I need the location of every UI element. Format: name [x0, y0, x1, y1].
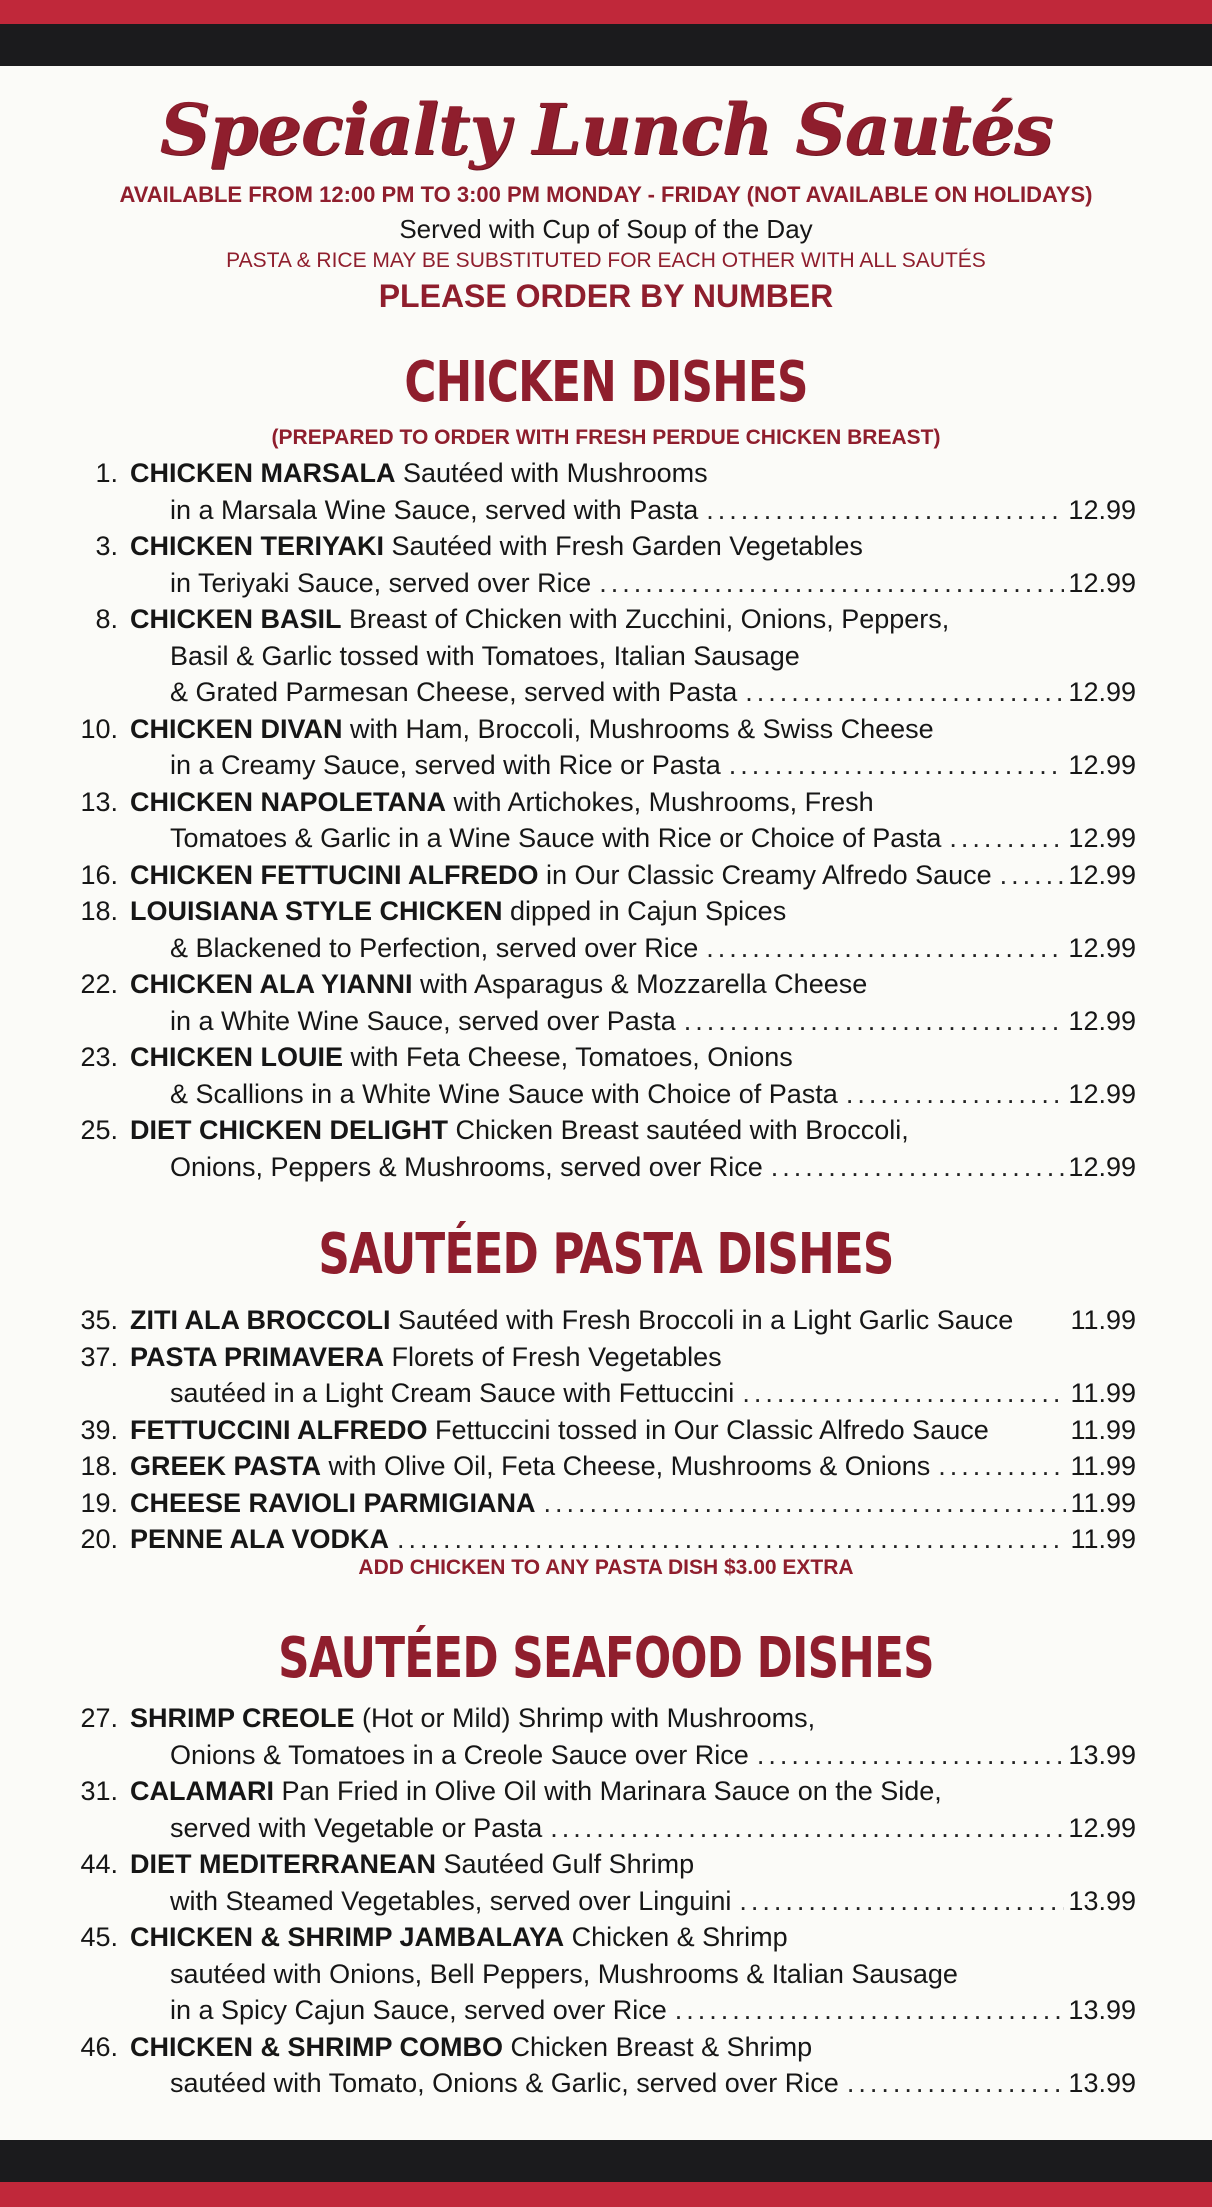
item-continuation-line — [170, 1737, 1136, 1774]
item-description-line: in a Marsala Wine Sauce, served with Pasta — [170, 494, 699, 525]
item-price: 11.99 — [1070, 1414, 1136, 1445]
item-first-line — [130, 784, 1136, 821]
availability-line — [0, 182, 1212, 208]
item-continuation-line — [170, 1992, 1136, 2029]
item-name: FETTUCCINI ALFREDO — [130, 1414, 428, 1445]
item-price: 12.99 — [1068, 1078, 1136, 1109]
item-description-line: sautéed with Tomato, Onions & Garlic, served over Rice — [170, 2068, 839, 2098]
item-first-line — [130, 1448, 1136, 1485]
menu-item — [56, 2029, 1136, 2102]
item-continuation-line — [170, 674, 1136, 711]
pasta-add-chicken-note: ADD CHICKEN TO ANY PASTA DISH $3.00 EXTRA — [358, 1556, 854, 1579]
item-description: Chicken & Shrimp — [564, 1922, 788, 1952]
item-price: 12.99 — [1068, 1812, 1136, 1843]
dot-leader — [757, 1737, 1065, 1774]
item-price: 12.99 — [1068, 494, 1136, 525]
item-name: CHICKEN & SHRIMP JAMBALAYA — [130, 1922, 565, 1952]
item-description: (Hot or Mild) Shrimp with Mushrooms, — [354, 1703, 816, 1733]
item-price: 11.99 — [1070, 1305, 1136, 1335]
item-number: 46. — [80, 2031, 118, 2062]
item-number: 31. — [80, 1776, 118, 1806]
item-price: 12.99 — [1068, 677, 1136, 707]
order-by-number: PLEASE ORDER BY NUMBER — [378, 278, 834, 314]
item-first-line — [130, 857, 1136, 894]
menu-item — [56, 893, 1136, 966]
item-name: GREEK PASTA — [130, 1451, 322, 1481]
item-description: with Artichokes, Mushrooms, Fresh — [446, 786, 874, 817]
menu-item — [56, 1700, 1136, 1773]
item-first-line — [130, 1039, 1136, 1076]
item-name: LOUISIANA STYLE CHICKEN — [130, 896, 503, 926]
item-name: CHICKEN NAPOLETANA — [130, 786, 446, 817]
item-first-line — [130, 1700, 1136, 1737]
item-title-text — [130, 896, 786, 926]
item-first-line — [130, 893, 1136, 930]
dot-leader — [847, 2065, 1065, 2102]
item-number: 37. — [80, 1341, 118, 1372]
item-description: with Feta Cheese, Tomatoes, Onions — [343, 1042, 793, 1072]
item-description-line: Onions & Tomatoes in a Creole Sauce over Rice — [170, 1739, 749, 1770]
dot-leader — [397, 1521, 1066, 1558]
item-continuation-line — [170, 820, 1136, 857]
item-continuation-line — [170, 1375, 1136, 1412]
menu-item — [56, 1339, 1136, 1412]
item-price: 13.99 — [1068, 1995, 1136, 2025]
item-continuation-line — [170, 1956, 1136, 1993]
menu-item — [56, 1412, 1136, 1449]
item-description: Sautéed with Mushrooms — [395, 458, 708, 488]
item-number: 18. — [80, 896, 118, 926]
item-number: 13. — [80, 786, 118, 817]
dot-leader — [771, 1149, 1065, 1186]
item-description: Pan Fried in Olive Oil with Marinara Sauce on the Side, — [273, 1776, 942, 1806]
item-first-line — [130, 1302, 1136, 1339]
item-price: 12.99 — [1068, 932, 1136, 963]
item-name: CHICKEN LOUIE — [130, 1042, 344, 1072]
item-continuation-line — [170, 1883, 1136, 1920]
item-description: Breast of Chicken with Zucchini, Onions, Peppers, — [341, 604, 950, 634]
item-name: CHICKEN ALA YIANNI — [130, 969, 413, 999]
item-title-text — [130, 1776, 942, 1806]
item-name: CHICKEN TERIYAKI — [130, 531, 385, 561]
item-title-text — [130, 787, 874, 817]
item-first-line — [130, 2029, 1136, 2066]
item-name: SHRIMP CREOLE — [130, 1703, 355, 1733]
item-description-line: in a Creamy Sauce, served with Rice or Pasta — [170, 750, 721, 780]
dot-leader — [949, 820, 1064, 857]
menu-item — [56, 1485, 1136, 1522]
item-description-line: in Teriyaki Sauce, served over Rice — [170, 567, 592, 598]
item-number: 27. — [80, 1703, 118, 1733]
chicken-list — [56, 455, 1136, 1185]
item-price: 12.99 — [1068, 1151, 1136, 1182]
item-name: DIET MEDITERRANEAN — [130, 1849, 437, 1879]
item-title-text — [130, 1922, 788, 1952]
pasta-heading: SAUTÉED PASTA DISHES — [318, 1222, 894, 1287]
item-name: CHICKEN BASIL — [130, 604, 342, 634]
item-title-text — [130, 1342, 722, 1372]
item-continuation-line — [170, 1003, 1136, 1040]
item-title-text — [130, 1115, 909, 1145]
item-first-line — [130, 1112, 1136, 1149]
item-price: 12.99 — [1068, 823, 1136, 853]
item-name: ZITI ALA BROCCOLI — [130, 1305, 391, 1335]
menu-item — [56, 1846, 1136, 1919]
item-number: 19. — [80, 1487, 118, 1518]
item-description-line: Basil & Garlic tossed with Tomatoes, Italian Sausage — [170, 640, 800, 671]
item-price: 13.99 — [1068, 1739, 1136, 1770]
bottom-black-band — [0, 2140, 1212, 2182]
item-price: 12.99 — [1068, 567, 1136, 598]
item-description: with Asparagus & Mozzarella Cheese — [412, 969, 868, 999]
item-number: 1. — [95, 458, 118, 488]
dot-leader — [684, 1003, 1065, 1040]
bottom-red-band — [0, 2182, 1212, 2207]
item-title-text — [130, 458, 708, 488]
holiday-note: (NOT AVAILABLE ON HOLIDAYS) — [746, 182, 1093, 207]
item-title-text — [130, 2032, 812, 2062]
item-name: CHICKEN MARSALA — [130, 458, 396, 488]
pasta-list — [56, 1302, 1136, 1558]
item-description: with Olive Oil, Feta Cheese, Mushrooms & Onions — [321, 1451, 931, 1481]
menu-item — [56, 455, 1136, 528]
item-first-line — [130, 1846, 1136, 1883]
dot-leader — [846, 1076, 1065, 1113]
item-price: 11.99 — [1070, 1451, 1136, 1481]
item-continuation-line — [170, 930, 1136, 967]
menu-item — [56, 1112, 1136, 1185]
item-description: in Our Classic Creamy Alfredo Sauce — [538, 859, 992, 890]
menu-item — [56, 1919, 1136, 2029]
item-first-line — [130, 1919, 1136, 1956]
seafood-list — [56, 1700, 1136, 2102]
item-number: 25. — [80, 1115, 118, 1145]
item-description-line: sautéed in a Light Cream Sauce with Fettuccini — [170, 1378, 735, 1408]
item-description-line: sautéed with Onions, Bell Peppers, Mushrooms & Italian Sausage — [170, 1958, 958, 1989]
item-continuation-line — [170, 747, 1136, 784]
menu-item — [56, 1302, 1136, 1339]
item-price: 12.99 — [1068, 750, 1136, 780]
seafood-heading: SAUTÉED SEAFOOD DISHES — [278, 1626, 934, 1691]
top-black-band — [0, 24, 1212, 66]
item-description: Fettuccini tossed in Our Classic Alfredo Sauce — [427, 1414, 989, 1445]
item-price: 11.99 — [1070, 1524, 1136, 1554]
item-number: 8. — [95, 604, 118, 634]
dot-leader — [729, 747, 1065, 784]
item-number: 44. — [80, 1849, 118, 1879]
menu-item — [56, 966, 1136, 1039]
top-red-band — [0, 0, 1212, 24]
item-number: 39. — [80, 1414, 118, 1445]
item-number: 16. — [80, 859, 118, 890]
item-title-text — [130, 969, 867, 999]
menu-item — [56, 1521, 1136, 1558]
item-number: 35. — [80, 1305, 118, 1335]
item-continuation-line — [170, 1076, 1136, 1113]
item-name: CHEESE RAVIOLI PARMIGIANA — [130, 1487, 536, 1518]
item-title-text — [130, 1042, 793, 1072]
menu-item — [56, 1448, 1136, 1485]
item-name: PASTA PRIMAVERA — [130, 1341, 385, 1372]
item-price: 13.99 — [1068, 1885, 1136, 1916]
item-continuation-line — [170, 1810, 1136, 1847]
item-description: dipped in Cajun Spices — [502, 896, 787, 926]
item-title-text — [130, 1448, 930, 1485]
item-price: 11.99 — [1070, 1378, 1136, 1408]
menu-title: Specialty Lunch Sautés — [159, 88, 1053, 171]
item-name: CALAMARI — [130, 1776, 274, 1806]
item-price: 11.99 — [1070, 1487, 1136, 1518]
dot-leader — [706, 492, 1064, 529]
item-description: Chicken Breast sautéed with Broccoli, — [448, 1115, 909, 1145]
item-description-line: & Scallions in a White Wine Sauce with Choice of Pasta — [170, 1078, 838, 1109]
item-name: CHICKEN & SHRIMP COMBO — [130, 2031, 504, 2062]
dot-leader — [739, 1883, 1064, 1920]
item-name: DIET CHICKEN DELIGHT — [130, 1115, 449, 1145]
item-continuation-line — [170, 1149, 1136, 1186]
item-description: with Ham, Broccoli, Mushrooms & Swiss Cheese — [342, 713, 934, 744]
availability-text: AVAILABLE FROM 12:00 PM TO 3:00 PM MONDAY - FRIDAY — [119, 182, 741, 207]
item-number: 45. — [80, 1922, 118, 1952]
dot-leader — [745, 674, 1064, 711]
item-first-line — [130, 1521, 1136, 1558]
item-description-line: Tomatoes & Garlic in a Wine Sauce with Rice or Choice of Pasta — [170, 823, 942, 853]
item-description: Sautéed Gulf Shrimp — [436, 1849, 695, 1879]
dot-leader — [706, 930, 1064, 967]
item-description-line: in a White Wine Sauce, served over Pasta — [170, 1005, 676, 1036]
dot-leader — [599, 565, 1064, 602]
dot-leader — [938, 1448, 1066, 1485]
item-first-line — [130, 711, 1136, 748]
item-title-text — [130, 1521, 389, 1558]
item-number: 22. — [80, 969, 118, 999]
menu-item — [56, 1039, 1136, 1112]
item-first-line — [130, 601, 1136, 638]
item-first-line — [130, 528, 1136, 565]
item-title-text — [130, 1412, 989, 1449]
item-name: PENNE ALA VODKA — [130, 1524, 390, 1554]
item-title-text — [130, 604, 949, 634]
item-title-text — [130, 1485, 536, 1522]
item-description-line: & Grated Parmesan Cheese, served with Pasta — [170, 677, 738, 707]
item-description: Chicken Breast & Shrimp — [503, 2031, 813, 2062]
item-price: 13.99 — [1068, 2068, 1136, 2098]
item-description: Sautéed with Fresh Broccoli in a Light Garlic Sauce — [390, 1305, 1014, 1335]
item-first-line — [130, 966, 1136, 1003]
substitution-line: PASTA & RICE MAY BE SUBSTITUTED FOR EACH OTHER WITH ALL SAUTÉS — [226, 249, 986, 272]
dot-leader — [742, 1375, 1066, 1412]
menu-item — [56, 1773, 1136, 1846]
menu-item — [56, 857, 1136, 894]
item-name: CHICKEN DIVAN — [130, 713, 343, 744]
item-continuation-line — [170, 492, 1136, 529]
item-title-text — [130, 1302, 1013, 1339]
item-number: 23. — [80, 1042, 118, 1072]
item-number: 18. — [80, 1451, 118, 1481]
dot-leader — [550, 1810, 1064, 1847]
menu-item — [56, 711, 1136, 784]
item-number: 10. — [80, 713, 118, 744]
item-description-line: Onions, Peppers & Mushrooms, served over Rice — [170, 1151, 763, 1182]
chicken-heading: CHICKEN DISHES — [404, 350, 808, 415]
item-price: 12.99 — [1068, 1005, 1136, 1036]
item-first-line — [130, 1485, 1136, 1522]
item-continuation-line — [170, 638, 1136, 675]
item-continuation-line — [170, 565, 1136, 602]
item-description-line: & Blackened to Perfection, served over Rice — [170, 932, 699, 963]
dot-leader — [675, 1992, 1065, 2029]
dot-leader — [544, 1485, 1067, 1522]
menu-page — [0, 66, 1212, 2140]
menu-item — [56, 784, 1136, 857]
item-name: CHICKEN FETTUCINI ALFREDO — [130, 859, 539, 890]
chicken-subheading: (PREPARED TO ORDER WITH FRESH PERDUE CHICKEN BREAST) — [271, 426, 941, 449]
item-title-text — [130, 1703, 815, 1733]
item-title-text — [130, 714, 934, 744]
item-number: 20. — [80, 1524, 118, 1554]
item-first-line — [130, 1339, 1136, 1376]
item-description-line: with Steamed Vegetables, served over Linguini — [170, 1885, 732, 1916]
item-first-line — [130, 1773, 1136, 1810]
item-description: Florets of Fresh Vegetables — [384, 1341, 722, 1372]
item-description-line: in a Spicy Cajun Sauce, served over Rice — [170, 1995, 667, 2025]
item-first-line — [130, 1412, 1136, 1449]
item-description-line: served with Vegetable or Pasta — [170, 1812, 543, 1843]
item-number: 3. — [95, 531, 118, 561]
served-with-line: Served with Cup of Soup of the Day — [399, 214, 813, 244]
item-description: Sautéed with Fresh Garden Vegetables — [384, 531, 863, 561]
menu-item — [56, 601, 1136, 711]
item-first-line — [130, 455, 1136, 492]
item-title-text — [130, 857, 992, 894]
item-title-text — [130, 1849, 694, 1879]
dot-leader — [1000, 857, 1065, 894]
item-continuation-line — [170, 2065, 1136, 2102]
menu-item — [56, 528, 1136, 601]
item-title-text — [130, 531, 863, 561]
item-price: 12.99 — [1068, 859, 1136, 890]
